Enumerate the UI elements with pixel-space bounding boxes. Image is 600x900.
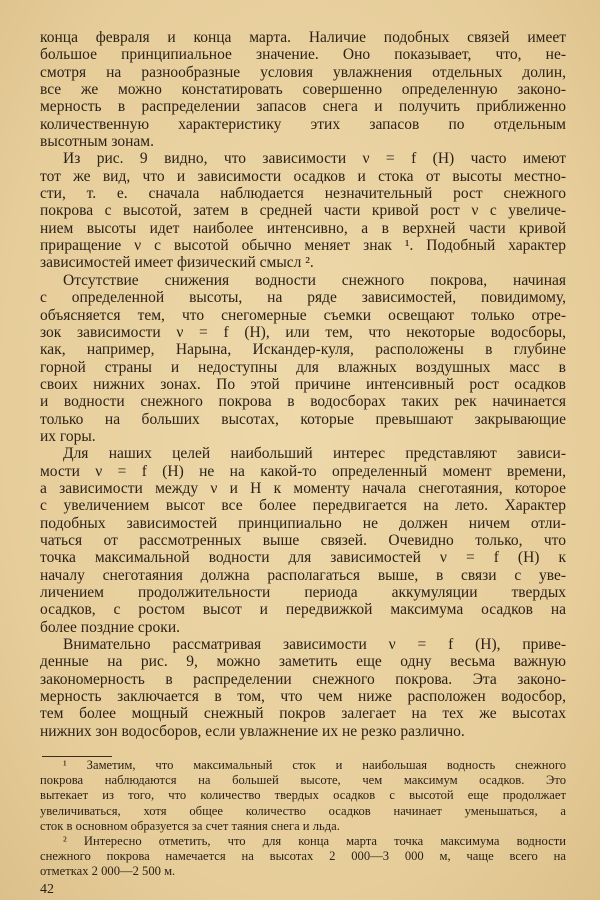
- paragraph: [40, 29, 566, 150]
- text-line: Внимательно рассматривая зависимости ν = f (H), приве-: [63, 636, 566, 654]
- text-line: как, например, Нарына, Искандер-куля, расположены в глубине: [40, 341, 566, 359]
- paragraph: [40, 272, 566, 445]
- text-line: вытекает из того, что количество твердых осадков с высотой еще продолжает: [40, 788, 566, 803]
- text-line: с определенной высоты, на ряде зависимостей, повидимому,: [40, 289, 566, 307]
- text-line: количественную характеристику этих запасов по отдельным: [40, 115, 566, 133]
- text-line: снежного покрова намечается на высотах 2 000—3 000 м, чаще всего на: [40, 849, 566, 864]
- text-line: тот же вид, что и зависимости осадков и стока от высоты местно-: [40, 167, 566, 185]
- footnotes: [40, 758, 566, 880]
- text-line: точка максимальной водности для зависимостей ν = f (H) к: [40, 549, 566, 567]
- text-line: конца февраля и конца марта. Наличие подобных связей имеет: [40, 29, 566, 46]
- text-line: а зависимости между ν и H к моменту начала снеготаяния, которое: [40, 479, 566, 497]
- footnote: [40, 758, 566, 834]
- text-line: объясняется тем, что снегомерные съемки освещают только отре-: [40, 306, 566, 324]
- text-line: покрова с высотой, затем в средней части кривой рост ν с увеличе-: [40, 202, 566, 220]
- footnote: [40, 834, 566, 880]
- text-line: увеличиваться, хотя общее количество осадков начинает уменьшаться, а: [40, 803, 566, 818]
- text-line: покрова наблюдаются на большей высоте, чем максимум осадков. Это: [40, 773, 566, 788]
- text-line: отметках 2 000—2 500 м.: [40, 864, 176, 879]
- text-line: личением продолжительности периода аккумуляции твердых: [40, 584, 566, 601]
- text-line: закономерность в распределении снежного покрова. Эта законо-: [40, 670, 566, 688]
- text-line: чаться от рассмотренных выше связей. Очевидно только, что: [40, 531, 566, 549]
- text-line: Из рис. 9 видно, что зависимости ν = f (H) часто имеют: [63, 150, 566, 168]
- text-line: началу снеготаяния должна располагаться выше, в связи с уве-: [40, 566, 566, 584]
- text-line: нием высоты идет наиболее интенсивно, а в верхней части кривой: [40, 219, 566, 237]
- text-line: большое принципиальное значение. Оно показывает, что, не-: [40, 46, 566, 64]
- paragraph: [40, 636, 566, 740]
- footnote-separator: [42, 756, 112, 757]
- text-line: зависимостей имеет физический смысл ².: [40, 254, 314, 272]
- text-line: Отсутствие снижения водности снежного покрова, начиная: [63, 271, 566, 289]
- text-line: подобных зависимостей принципиально не должен ничем отли-: [40, 514, 566, 532]
- text-line: горной страны и недоступны для влажных воздушных масс в: [40, 358, 566, 376]
- text-line: только на больших высотах, которые превышают закрывающие: [40, 410, 566, 428]
- text-line: Для наших целей наибольший интерес представляют зависи-: [63, 445, 566, 463]
- text-line: высотным зонам.: [40, 133, 154, 151]
- text-line: с увеличением высот все более передвигается на лето. Характер: [40, 497, 566, 515]
- text-line: сток в основном образуется за счет таяния снега и льда.: [40, 818, 340, 833]
- text-line: сти, т. е. сначала наблюдается незначительный рост снежного: [40, 185, 566, 203]
- text-line: ¹ Заметим, что максимальный сток и наибольшая водность снежного: [63, 758, 566, 772]
- text-line: более поздние сроки.: [40, 618, 180, 636]
- text-line: мерность в распределении запасов снега и получить приближенно: [40, 98, 566, 116]
- text-line: денные на рис. 9, можно заметить еще одну весьма важную: [40, 653, 566, 671]
- page-number: 42: [40, 882, 54, 897]
- paragraph: [40, 445, 566, 636]
- text-line: тем более мощный снежный покров залегает на тех же высотах: [40, 705, 566, 723]
- text-line: мерность заключается в том, что чем ниже расположен водосбор,: [40, 688, 566, 706]
- paragraph: [40, 150, 566, 271]
- text-line: зок зависимости ν = f (H), или тем, что некоторые водосборы,: [40, 323, 566, 341]
- text-line: смотря на разнообразные условия увлажнения отдельных долин,: [40, 63, 566, 81]
- text-line: мости ν = f (H) не на какой-то определенный момент времени,: [40, 462, 566, 480]
- text-line: приращение ν с высотой обычно меняет знак ¹. Подобный характер: [40, 237, 566, 255]
- text-line: все же можно констатировать совершенно определенную законо-: [40, 81, 566, 99]
- text-line: и водности снежного покрова в водосборах таких рек начинается: [40, 393, 566, 411]
- text-line: нижних зон водосборов, если увлажнение их не резко различно.: [40, 722, 465, 740]
- text-line: ² Интересно отметить, что для конца марта точка максимума водности: [63, 833, 566, 848]
- body-text: [40, 29, 566, 740]
- text-line: их горы.: [40, 427, 96, 445]
- text-line: своих нижних зонах. По этой причине интенсивный рост осадков: [40, 375, 566, 393]
- text-line: осадков, с ростом высот и передвижкой максимума осадков на: [40, 601, 566, 619]
